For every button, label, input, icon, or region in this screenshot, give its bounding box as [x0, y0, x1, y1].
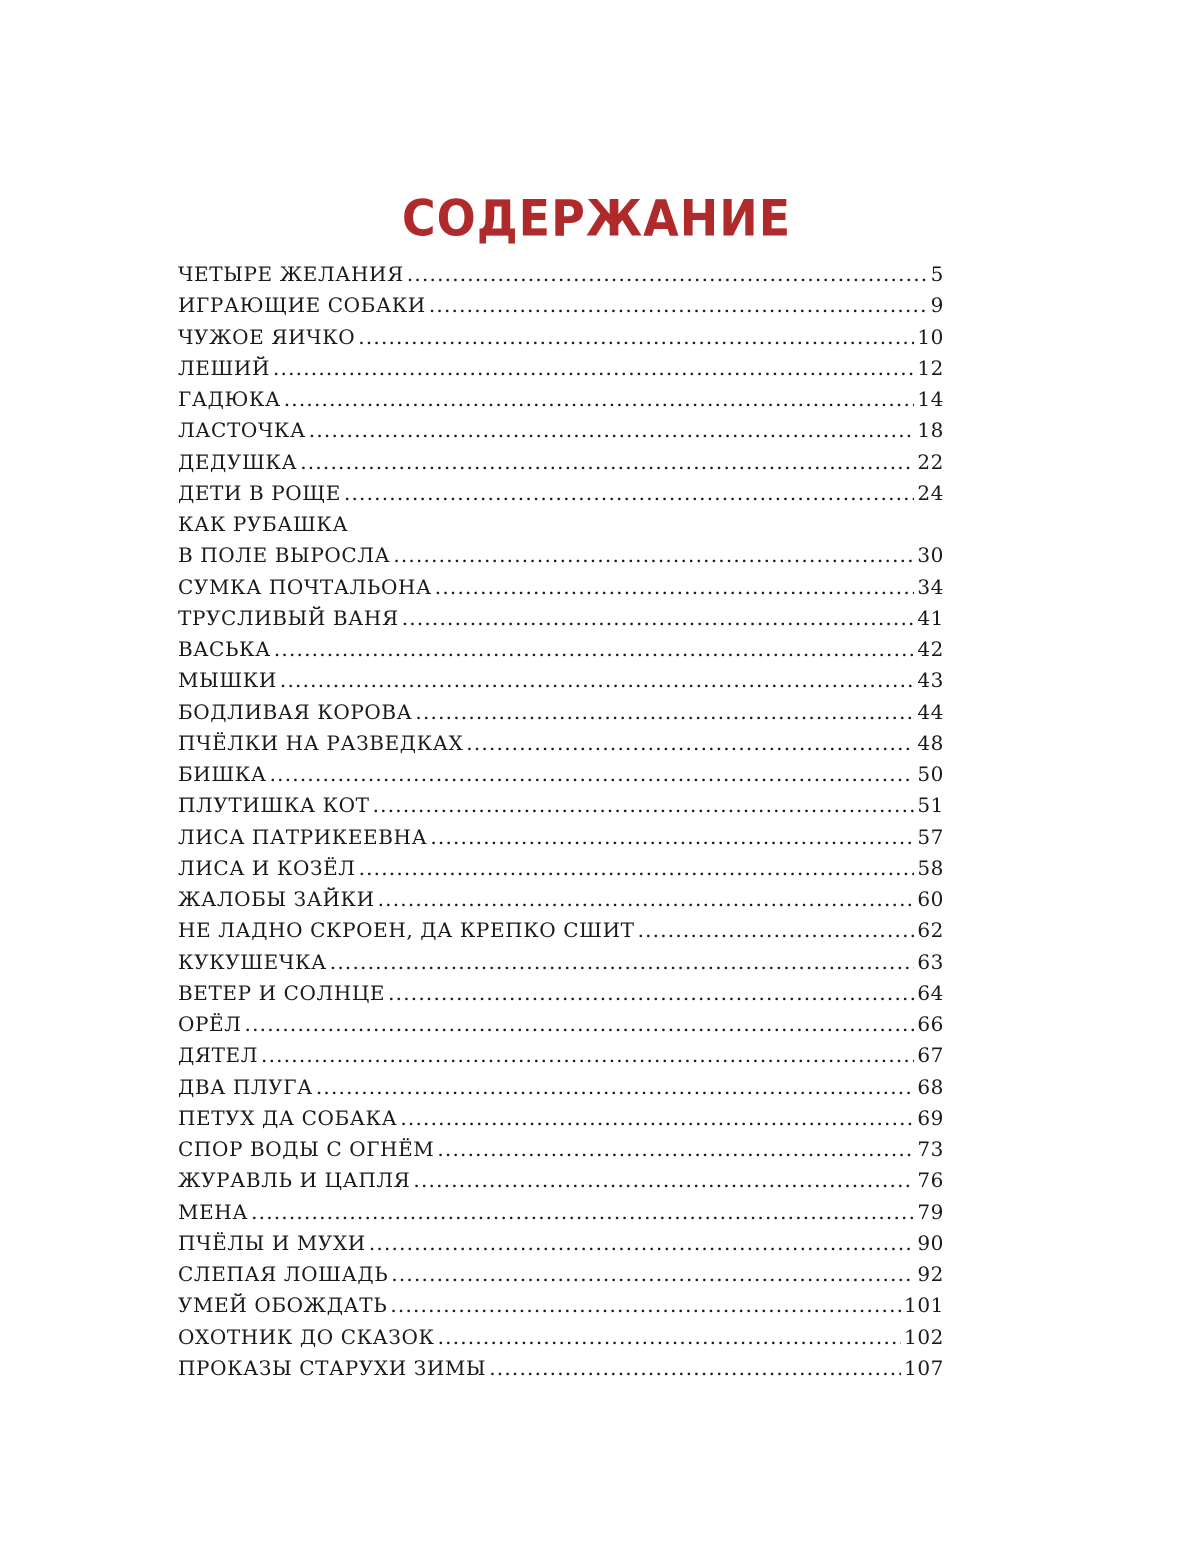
dot-leader: [407, 262, 928, 286]
dot-leader: [390, 1293, 901, 1317]
toc-entry-title: НЕ ЛАДНО СКРОЕН, ДА КРЕПКО СШИТ: [178, 918, 635, 943]
dot-leader: [316, 1075, 915, 1099]
dot-leader: [369, 1231, 915, 1255]
toc-entry: [178, 1075, 944, 1106]
table-of-contents: [178, 262, 944, 1387]
toc-entry-page-number: 66: [917, 1012, 944, 1036]
dot-leader: [358, 325, 914, 349]
toc-entry-title: ЛЕШИЙ: [178, 355, 270, 380]
toc-entry-page-number: 9: [930, 293, 944, 318]
toc-entry: [178, 981, 944, 1012]
dot-leader: [415, 700, 914, 724]
toc-entry-title: БОДЛИВАЯ КОРОВА: [178, 699, 413, 724]
dot-leader: [373, 793, 915, 817]
toc-entry: [178, 1012, 944, 1043]
toc-entry-title: ВЕТЕР И СОЛНЦЕ: [178, 980, 386, 1005]
dot-leader: [466, 731, 914, 755]
toc-entry-page-number: 50: [917, 762, 944, 786]
dot-leader: [251, 1200, 914, 1224]
toc-entry-title: МЕНА: [178, 1199, 249, 1224]
toc-entry-page-number: 18: [917, 418, 944, 443]
toc-entry-title: ТРУСЛИВЫЙ ВАНЯ: [178, 605, 399, 630]
toc-entry-page-number: 42: [917, 637, 944, 661]
toc-entry-title: ПЧЁЛКИ НА РАЗВЕДКАХ: [178, 730, 464, 755]
toc-entry-title: ЧУЖОЕ ЯИЧКО: [178, 324, 356, 349]
toc-entry: [178, 1231, 944, 1262]
toc-entry: [178, 856, 944, 887]
toc-entry-page-number: 60: [917, 887, 944, 911]
toc-entry-page-number: 10: [917, 324, 944, 349]
toc-entry: [178, 1325, 944, 1356]
toc-entry-title: УМЕЙ ОБОЖДАТЬ: [178, 1293, 388, 1318]
toc-entry: [178, 950, 944, 981]
dot-leader: [391, 1262, 914, 1286]
toc-entry-page-number: 30: [917, 543, 944, 568]
toc-entry-page-number: 51: [917, 793, 944, 818]
dot-leader: [280, 668, 914, 692]
toc-entry-page-number: 73: [917, 1137, 944, 1161]
dot-leader: [270, 762, 915, 786]
toc-entry-title: МЫШКИ: [178, 668, 277, 693]
toc-entry-title: ЧЕТЫРЕ ЖЕЛАНИЯ: [178, 262, 404, 286]
toc-entry: [178, 450, 944, 481]
toc-entry: [178, 762, 944, 793]
toc-entry: [178, 1137, 944, 1168]
toc-entry: [178, 637, 944, 668]
toc-entry-title: ДЕДУШКА: [178, 449, 298, 474]
toc-entry: [178, 512, 944, 543]
toc-entry-page-number: 90: [917, 1230, 944, 1255]
toc-entry-title: ЖУРАВЛЬ И ЦАПЛЯ: [178, 1168, 411, 1193]
toc-entry: [178, 543, 944, 574]
dot-leader: [300, 450, 914, 474]
dot-leader: [489, 1356, 901, 1380]
dot-leader: [435, 575, 915, 599]
toc-entry-page-number: 67: [917, 1043, 944, 1068]
toc-entry: [178, 918, 944, 949]
toc-entry-page-number: 63: [917, 949, 944, 974]
toc-entry-title: ОХОТНИК ДО СКАЗОК: [178, 1324, 435, 1349]
toc-entry-page-number: 41: [917, 605, 944, 630]
toc-entry-title: ПЧЁЛЫ И МУХИ: [178, 1230, 366, 1255]
toc-entry-title: ДЕТИ В РОЩЕ: [178, 480, 341, 505]
dot-leader: [402, 606, 915, 630]
toc-entry-title: СУМКА ПОЧТАЛЬОНА: [178, 574, 432, 599]
dot-leader: [438, 1325, 901, 1349]
toc-entry: [178, 1293, 944, 1324]
toc-entry-title: СЛЕПАЯ ЛОШАДЬ: [178, 1262, 389, 1286]
dot-leader: [378, 887, 915, 911]
toc-entry-page-number: 34: [917, 574, 944, 599]
dot-leader: [429, 293, 928, 317]
dot-leader: [261, 1043, 914, 1067]
toc-entry-page-number: 62: [917, 918, 944, 943]
toc-entry-title: ПЕТУХ ДА СОБАКА: [178, 1105, 398, 1130]
dot-leader: [284, 387, 915, 411]
toc-entry: [178, 1200, 944, 1231]
page-title: СОДЕРЖАНИЕ: [401, 188, 792, 248]
toc-entry: [178, 1262, 944, 1293]
toc-entry: [178, 887, 944, 918]
toc-entry-page-number: 22: [917, 449, 944, 474]
toc-entry-title: ЛИСА И КОЗЁЛ: [178, 855, 356, 880]
toc-entry-title: В ПОЛЕ ВЫРОСЛА: [178, 543, 391, 568]
toc-entry-page-number: 79: [917, 1199, 944, 1224]
toc-entry: [178, 481, 944, 512]
dot-leader: [388, 981, 914, 1005]
toc-entry-page-number: 14: [917, 387, 944, 411]
dot-leader: [273, 356, 914, 380]
toc-entry-title: КУКУШЕЧКА: [178, 949, 327, 974]
dot-leader: [413, 1168, 914, 1192]
toc-entry-page-number: 107: [904, 1355, 944, 1380]
toc-entry-page-number: 101: [904, 1293, 944, 1318]
toc-entry: [178, 293, 944, 324]
toc-entry: [178, 825, 944, 856]
toc-entry-title: ДЯТЕЛ: [178, 1043, 259, 1068]
toc-entry: [178, 1106, 944, 1137]
toc-entry-title: ДВА ПЛУГА: [178, 1074, 313, 1099]
toc-entry: [178, 387, 944, 418]
toc-entry-page-number: 24: [917, 480, 944, 505]
toc-entry: [178, 1356, 944, 1387]
dot-leader: [330, 950, 915, 974]
toc-entry-page-number: 43: [917, 668, 944, 693]
toc-entry-page-number: 64: [917, 980, 944, 1005]
toc-entry-page-number: 57: [917, 824, 944, 849]
toc-entry: [178, 575, 944, 606]
dot-leader: [274, 637, 914, 661]
dot-leader: [245, 1012, 915, 1036]
toc-entry-page-number: 12: [917, 355, 944, 380]
toc-entry-page-number: 92: [917, 1262, 944, 1286]
toc-entry-title: ПЛУТИШКА КОТ: [178, 793, 370, 818]
toc-entry: [178, 668, 944, 699]
toc-entry: [178, 325, 944, 356]
dot-leader: [437, 1137, 914, 1161]
toc-entry-title: ЛАСТОЧКА: [178, 418, 306, 443]
toc-entry-page-number: 58: [917, 855, 944, 880]
dot-leader: [344, 481, 914, 505]
toc-entry-page-number: 48: [917, 730, 944, 755]
toc-entry: [178, 262, 944, 293]
toc-entry: [178, 731, 944, 762]
toc-entry: [178, 418, 944, 449]
toc-entry-title: ПРОКАЗЫ СТАРУХИ ЗИМЫ: [178, 1355, 487, 1380]
toc-entry-title: ИГРАЮЩИЕ СОБАКИ: [178, 293, 426, 318]
toc-entry-page-number: 5: [930, 262, 944, 286]
dot-leader: [400, 1106, 914, 1130]
toc-entry-title: СПОР ВОДЫ С ОГНЁМ: [178, 1137, 435, 1161]
toc-entry: [178, 793, 944, 824]
toc-entry-title: БИШКА: [178, 762, 267, 786]
dot-leader: [359, 856, 915, 880]
toc-entry-title: ВАСЬКА: [178, 637, 271, 661]
toc-entry-page-number: 68: [917, 1074, 944, 1099]
toc-entry-title: КАК РУБАШКА: [178, 512, 349, 536]
toc-entry-page-number: 44: [917, 699, 944, 724]
toc-entry-title: ЖАЛОБЫ ЗАЙКИ: [178, 887, 375, 911]
toc-entry: [178, 606, 944, 637]
toc-entry: [178, 1168, 944, 1199]
toc-entry-title: ЛИСА ПАТРИКЕЕВНА: [178, 824, 428, 849]
toc-entry-title: ОРЁЛ: [178, 1012, 242, 1036]
toc-entry-page-number: 102: [904, 1324, 944, 1349]
toc-entry: [178, 1043, 944, 1074]
toc-entry-title: ГАДЮКА: [178, 387, 281, 411]
toc-entry: [178, 700, 944, 731]
toc-entry: [178, 356, 944, 387]
toc-entry-page-number: 69: [917, 1105, 944, 1130]
toc-entry-page-number: 76: [917, 1168, 944, 1193]
dot-leader: [393, 543, 914, 567]
dot-leader: [430, 825, 914, 849]
dot-leader: [309, 418, 915, 442]
dot-leader: [638, 918, 915, 942]
